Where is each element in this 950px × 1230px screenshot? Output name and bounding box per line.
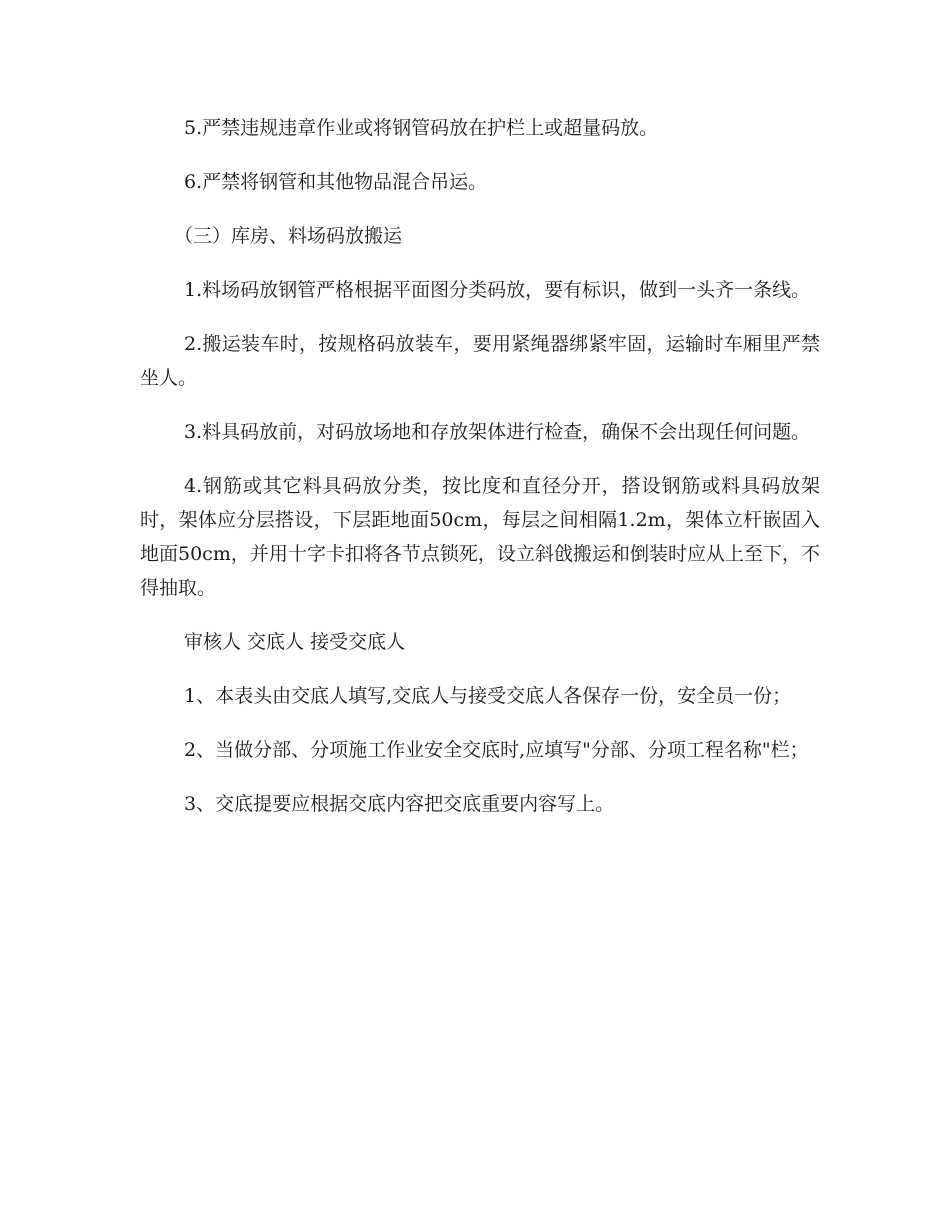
paragraph-item-2: 2.搬运装车时，按规格码放装车，要用紧绳器绑紧牢固，运输时车厢里严禁坐人。: [140, 333, 820, 389]
note-item-3: 3、交底提要应根据交底内容把交底重要内容写上。: [184, 793, 615, 815]
note-item-2: 2、当做分部、分项施工作业安全交底时,应填写"分部、分项工程名称"栏；: [184, 739, 809, 761]
paragraph-item-5: 5.严禁违规违章作业或将钢管码放在护栏上或超量码放。: [184, 117, 659, 139]
paragraph-item-1: 1.料场码放钢管严格根据平面图分类码放，要有标识，做到一头齐一条线。: [184, 279, 811, 301]
paragraph-item-3: 3.料具码放前，对码放场地和存放架体进行检查，确保不会出现任何问题。: [184, 421, 811, 443]
note-item-1: 1、本表头由交底人填写,交底人与接受交底人各保存一份，安全员一份；: [184, 685, 792, 707]
signature-line: 审核人 交底人 接受交底人: [184, 631, 406, 653]
paragraph-item-6: 6.严禁将钢管和其他物品混合吊运。: [184, 171, 488, 193]
section-heading-warehouse: （三）库房、料场码放搬运: [174, 225, 403, 247]
document-body: [140, 111, 820, 841]
paragraph-item-4: 4.钢筋或其它料具码放分类，按比度和直径分开，搭设钢筋或料具码放架时，架体应分层搭设，下层距地面50cm，每层之间相隔1.2m，架体立杆嵌固入地面50cm，并用十字卡扣将各节点锁死，设立斜戗搬运和倒装时应从上至下，不得抽取。: [140, 475, 820, 599]
